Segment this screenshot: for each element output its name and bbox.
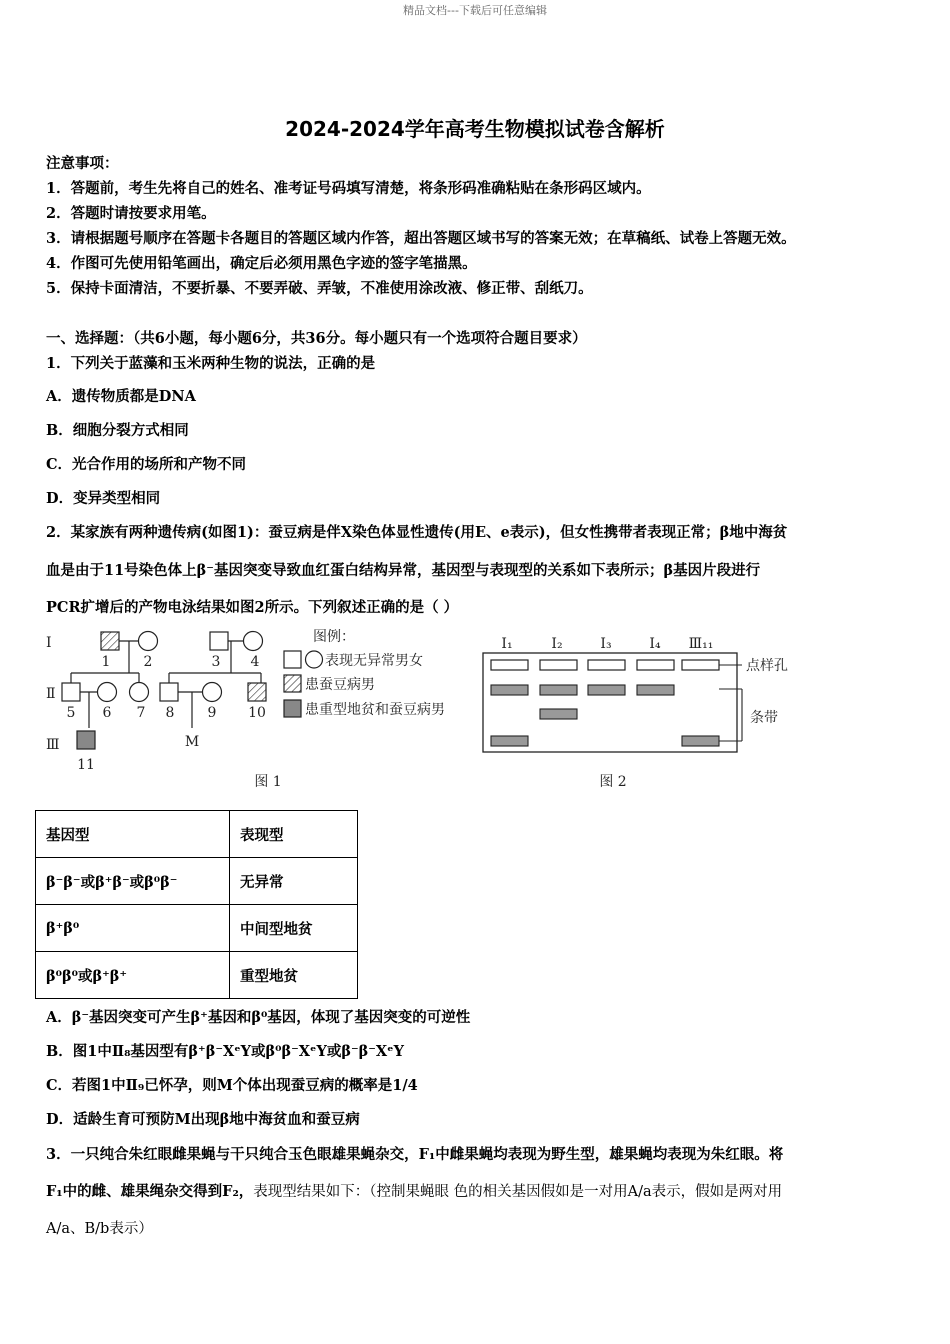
- person-4-symbol: [244, 632, 263, 651]
- person-number: 8: [165, 705, 175, 721]
- person-number: 3: [211, 654, 221, 670]
- m-label: M: [184, 734, 200, 750]
- person-number: 1: [101, 654, 111, 670]
- lane-label: I₂: [551, 636, 563, 652]
- well: [682, 660, 719, 670]
- q1-option-b: B．细胞分裂方式相同: [46, 422, 189, 439]
- band: [637, 685, 674, 695]
- gen-label-1: Ⅰ: [46, 635, 52, 651]
- q3-stem-normal: 表现型结果如下：（控制果蝇眼 色的相关基因假如是一对用A/a表示，假如是两对用: [253, 1184, 783, 1200]
- q2-option-d: D．适龄生育可预防M出现β地中海贫血和蚕豆病: [46, 1111, 360, 1128]
- lane-label: I₁: [501, 636, 513, 652]
- lane-label: Ⅲ₁₁: [688, 636, 714, 652]
- notice-item: 4．作图可先使用铅笔画出，确定后必须用黑色字迹的签字笔描黑。: [46, 255, 477, 272]
- notice-item: 3．请根据题号顺序在答题卡各题目的答题区域内作答，超出答题区域书写的答案无效；在草稿纸、试卷上答题无效。: [46, 230, 796, 247]
- q3-stem-line: [46, 1180, 782, 1201]
- q3-stem-line: 3．一只纯合朱红眼雌果蝇与干只纯合玉色眼雄果蝇杂交，F₁中雌果蝇均表现为野生型，雄果蝇均表现为朱红眼。将: [46, 1146, 784, 1163]
- person-number: 7: [136, 705, 146, 721]
- person-number: 10: [248, 705, 266, 721]
- notice-item: 1．答题前，考生先将自己的姓名、准考证号码填写清楚，将条形码准确粘贴在条形码区域内。: [46, 180, 651, 197]
- legend-item: 患蚕豆病男: [305, 677, 375, 693]
- electrophoresis-figure: [480, 628, 820, 798]
- q1-option-d: D．变异类型相同: [46, 490, 161, 507]
- pedigree-figure: [40, 625, 490, 795]
- person-10-symbol: [248, 683, 266, 701]
- well: [540, 660, 577, 670]
- table-row: [36, 858, 358, 905]
- person-5-symbol: [62, 683, 80, 701]
- q1-option-a: A．遗传物质都是DNA: [46, 388, 196, 405]
- legend-item: 患重型地贫和蚕豆病男: [305, 702, 445, 718]
- band: [491, 685, 528, 695]
- gen-label-3: Ⅲ: [46, 737, 60, 753]
- table-header-cell: 基因型: [36, 811, 230, 858]
- person-number: 2: [143, 654, 153, 670]
- lane-label: I₄: [649, 636, 661, 652]
- person-2-symbol: [139, 632, 158, 651]
- person-3-symbol: [210, 632, 228, 650]
- band: [588, 685, 625, 695]
- q1-stem: 1．下列关于蓝藻和玉米两种生物的说法，正确的是: [46, 355, 376, 372]
- q2-stem-line: 血是由于11号染色体上β⁻基因突变导致血红蛋白结构异常，基因型与表现型的关系如下表所示；β基因片段进行: [46, 562, 761, 579]
- person-9-symbol: [203, 683, 222, 702]
- table-row: [36, 905, 358, 952]
- band-label: 条带: [750, 710, 778, 726]
- notice-item: 5．保持卡面清洁，不要折暴、不要弄破、弄皱，不准使用涂改液、修正带、刮纸刀。: [46, 280, 593, 297]
- person-number: 6: [102, 705, 112, 721]
- table-cell: 无异常: [230, 858, 358, 905]
- person-11-symbol: [77, 731, 95, 749]
- q2-stem-line: PCR扩增后的产物电泳结果如图2所示。下列叙述正确的是（ ）: [46, 599, 459, 616]
- table-cell: β⁻β⁻或β⁺β⁻或β⁰β⁻: [36, 858, 230, 905]
- genotype-table: [35, 810, 358, 999]
- person-number: 4: [250, 654, 260, 670]
- table-cell: 重型地贫: [230, 952, 358, 999]
- q1-option-c: C．光合作用的场所和产物不同: [46, 456, 247, 473]
- legend-hatched-square-icon: [284, 675, 301, 692]
- person-1-symbol: [101, 632, 119, 650]
- legend-item: 表现无异常男女: [325, 653, 423, 669]
- band: [682, 736, 719, 746]
- fig1-caption: 图 1: [254, 774, 282, 790]
- q3-stem-bold: F₁中的雌、雄果绳杂交得到F₂，: [46, 1183, 254, 1200]
- person-number: 9: [207, 705, 217, 721]
- fig2-caption: 图 2: [599, 774, 627, 790]
- table-row: [36, 952, 358, 999]
- q2-option-c: C．若图1中Ⅱ₉已怀孕，则M个体出现蚕豆病的概率是1/4: [46, 1077, 418, 1094]
- band: [491, 736, 528, 746]
- legend-circle-icon: [306, 651, 323, 668]
- q2-stem-line: 2．某家族有两种遗传病(如图1)：蚕豆病是伴X染色体显性遗传(用E、e表示)，但女性携带者表现正常；β地中海贫: [46, 524, 788, 541]
- person-8-symbol: [160, 683, 178, 701]
- gen-label-2: Ⅱ: [46, 686, 56, 702]
- table-header-cell: 表现型: [230, 811, 358, 858]
- q2-option-a: A．β⁻基因突变可产生β⁺基因和β⁰基因，体现了基因突变的可逆性: [46, 1009, 471, 1026]
- legend-title: 图例：: [313, 629, 355, 645]
- person-6-symbol: [98, 683, 117, 702]
- table-cell: β⁰β⁰或β⁺β⁺: [36, 952, 230, 999]
- section-heading: 一、选择题：（共6小题，每小题6分，共36分。每小题只有一个选项符合题目要求）: [46, 330, 587, 347]
- person-7-symbol: [130, 683, 149, 702]
- well: [491, 660, 528, 670]
- table-header-row: [36, 811, 358, 858]
- table-cell: 中间型地贫: [230, 905, 358, 952]
- q3-stem-line: A/a、B/b表示）: [46, 1221, 153, 1237]
- well: [637, 660, 674, 670]
- table-cell: β⁺β⁰: [36, 905, 230, 952]
- person-number: 11: [77, 757, 95, 773]
- lane-label: I₃: [600, 636, 612, 652]
- notice-heading: 注意事项：: [46, 155, 119, 172]
- person-number: 5: [66, 705, 76, 721]
- band: [540, 685, 577, 695]
- legend-square-icon: [284, 651, 301, 668]
- q2-option-b: B．图1中Ⅱ₈基因型有β⁺β⁻XᵉY或β⁰β⁻XᵉY或β⁻β⁻XᵉY: [46, 1043, 404, 1060]
- band: [540, 709, 577, 719]
- page-header: 精品文档---下载后可任意编辑: [403, 4, 547, 17]
- well-label: 点样孔: [746, 658, 788, 674]
- legend-gray-square-icon: [284, 700, 301, 717]
- notice-item: 2．答题时请按要求用笔。: [46, 205, 216, 222]
- well: [588, 660, 625, 670]
- page-title: 2024-2024学年高考生物模拟试卷含解析: [285, 117, 665, 141]
